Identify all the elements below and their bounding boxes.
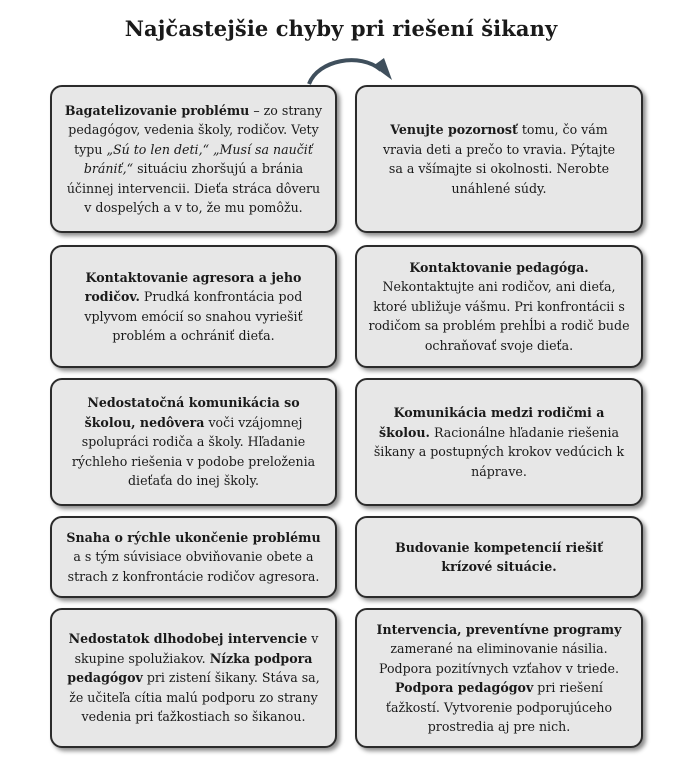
mistake-box-3: Nedostatočná komunikácia so školou, nedôvera voči vzájomnej spolupráci rodiča a školy. Hľadanie rýchleho riešenia v podobe preloženia dieťaťa do inej školy.: [50, 378, 337, 506]
solution-box-5: Intervencia, preventívne programy zamerané na eliminovanie násilia. Podpora pozitívnych vzťahov v triede. Podpora pedagógov pri riešení ťažkostí. Vytvorenie podporujúceho prostredia aj pre nich.: [355, 608, 643, 748]
diagram-title: Najčastejšie chyby pri riešení šikany: [124, 16, 558, 41]
mistake-box-2: Kontaktovanie agresora a jeho rodičov. Prudká konfrontácia pod vplyvom emócií so snahou vyriešiť problém a ochrániť dieťa.: [50, 245, 337, 368]
mistake-box-5: Nedostatok dlhodobej intervencie v skupine spolužiakov. Nízka podpora pedagógov pri zistení šikany. Stáva sa, že učiteľa cítia malú podporu zo strany vedenia pri ťažkostiach so šikanou.: [50, 608, 337, 748]
mistake-box-1: Bagatelizovanie problému – zo strany pedagógov, vedenia školy, rodičov. Vety typu „Sú to len deti,“ „Musí sa naučiť brániť,“ situáciu zhoršujú a bránia účinnej intervencii. Dieťa stráca dôveru v dospelých a v to, že mu pomôžu.: [50, 85, 337, 233]
solution-box-4: Budovanie kompetencií riešiť krízové situácie.: [355, 516, 643, 598]
mistake-box-4: Snaha o rýchle ukončenie problému a s tým súvisiace obviňovanie obete a strach z konfrontácie rodičov agresora.: [50, 516, 337, 598]
solution-box-1: Venujte pozornosť tomu, čo vám vravia deti a prečo to vravia. Pýtajte sa a všímajte si okolnosti. Nerobte unáhlené súdy.: [355, 85, 643, 233]
solution-box-3: Komunikácia medzi rodičmi a školou. Racionálne hľadanie riešenia šikany a postupných krokov vedúcich k náprave.: [355, 378, 643, 506]
solution-box-2: Kontaktovanie pedagóga. Nekontaktujte ani rodičov, ani dieťa, ktoré ubližuje vášmu. Pri konfrontácii s rodičom sa problém prehĺbi a rodič bude ochraňovať svoje dieťa.: [355, 245, 643, 368]
